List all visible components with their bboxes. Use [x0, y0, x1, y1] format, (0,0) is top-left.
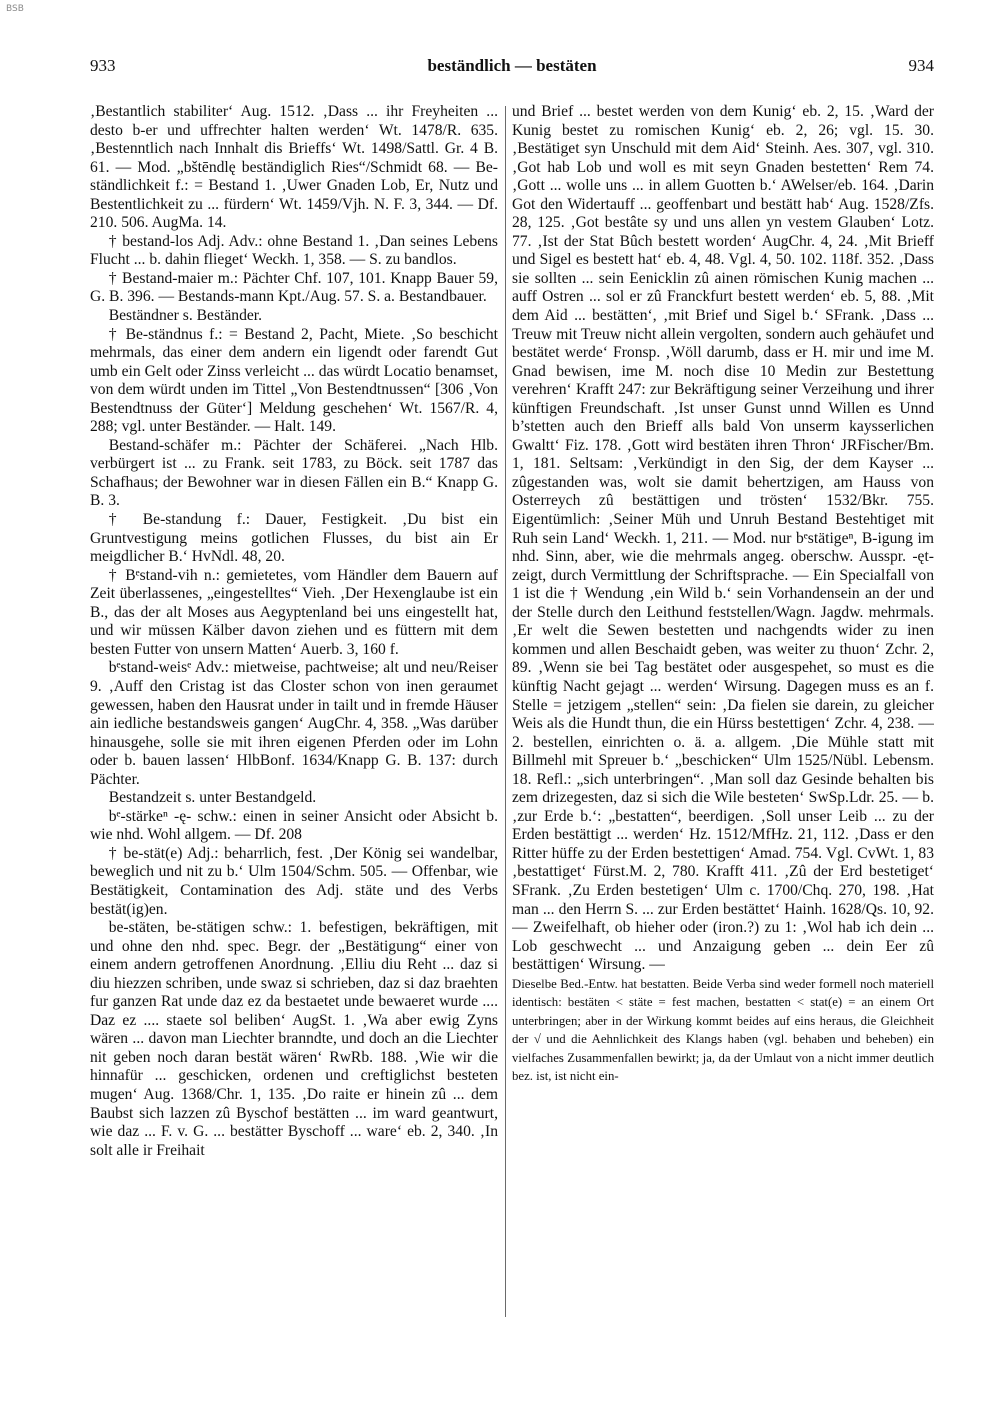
- page-header: [90, 56, 934, 86]
- entry-be-staeten-continued: und Brief ... bestet werden von dem Kunig‘ eb. 2, 15. ‚Ward der Kunig bestet zu romischen Kunig‘ eb. 2, 26; vgl. 15. 30. ‚Bestätiget syn Unschuld mit dem Aid‘ Steinh. Aes. 307, vgl. 310. ‚Got hab Lob und woll es mit seyn Gnaden bestetten‘ Rem 74. ‚Gott ... wolle uns ... in allem Guotten b.‘ AWelser/eb. 164. ‚Darin Got den Widertauff ... geoffenbart und bestätt hab‘ Aug. 1528/Zfs. 28, 125. ‚Got bestâte sy und uns allen yn vestem Glauben‘ Lotz. 77. ‚Ist der Stat Bûch bestett worden‘ AugChr. 4, 24. ‚Mit Brieff und Sigel es bestett hat‘ eb. 4, 48. Vgl. 4, 50. 102. 118f. 352. ‚Dass sie sollten ... sein Eenicklin zû ainen römischen Kunig machen ... auff Ostren ... sol er zû Franckfurt bestett werden‘ eb. 5, 88. ‚Mit dem Aid ... bestätten‘, ‚mit Brief und Sigel b.‘ SFrank. ‚Dass ... Treuw mit Treuw nicht allein vergolten, sondern auch gehäufet und bestätet werde‘ Fronsp. ‚Wöll darumb, dass er H. mir und ime M. Gnad bewisen, ime M. noch dise 10 Medin zur Bestettung verehren‘ Krafft 247: zur Bekräftigung seiner Verzeihung und ihrer künftigen Freundschaft. ‚Ist unser Gunst unnd Willen es Unnd b’stetten auch den Brieff alls bald Von unserm kaysserlichen Gwaltt‘ Fiz. 178. ‚Gott wird bestäten ihren Thron‘ JRFischer/Bm. 1, 181. Seltsam: ‚Verkündigt in den Sig, der dem Kayser ... zûgestanden was, wolt sie damit behertzigen, am Hauss von Osterreych zû bestättigen und trösten‘ 1532/Bkr. 755. Eigentümlich: ‚Seiner Müh und Unruh Bestand Bestehtiget mit Ruh sein Land‘ Weckh. 1, 211. — Mod. nur bᵉstätigeⁿ, B-igung im nhd. Sinn, aber, wie die mehrmals angeg. oberschw. Ausspr. -ęt- zeigt, durch Vermittlung der Schriftsprache. — Ein Specialfall von 1 ist die † Wendung ‚ein Wild b.‘ sein Vorhandensein an der und der Stelle durch den Leithund feststellen/Wagn. Jagdw. mehrmals. ‚Er welt die Sewen bestetten und nachgendts wider zu inen kommen und allen Beschaidt geben, was weiter zu thuon‘ Zchr. 2, 89. ‚Wenn sie bei Tag bestätet oder ausgespehet, so must es die künftig Nacht gejagt ... werden‘ Wirsung. Dagegen muss es an f. Stelle = jetzigem „stellen“ sein: ‚Da fielen sie darein, zu gleicher Weis als die Hundt thun, die ein Hürss bestettigen‘ Zchr. 4, 238. — 2. bestellen, einrichten o. ä. a. allgem. ‚Die Mühle statt mit Billmehl mit Spreuer b.‘ „beschicken“ Ulm 1525/Nübl. Lebensm. 18. Refl.: „sich unterbringen“. ‚Man soll daz Gesinde behalten bis zem drizegesten, daz si sich die Wile besteten‘ SwSp.Ldr. 25. — b. ‚zur Erde b.‘: „bestatten“, beerdigen. ‚Soll unser Leib ... zu der Erden bestättigt ... werden‘ Hz. 1512/MfHz. 21, 112. ‚Dass er den Ritter hüffe zu der Erden bestettigen‘ Amad. 754. Vgl. CvWt. 1, 83 ‚bestattiget‘ Fürst.M. 2, 780. Krafft 411. ‚Zû der Erd bestetiget‘ SFrank. ‚Zu Erden bestetigen‘ Ulm c. 1700/Chq. 270, 198. ‚Hat man ... den Herrn S. ... zur Erden bestättet‘ Hainh. 1628/Qs. 10, 92. — Zweifelhaft, ob hieher oder (iron.?) zu 1: ‚Wol hab ich dein ... Lob geschwecht ... und Anzaigung geben ... dein Eer zû bestättigen‘ Wirsung. —: [512, 103, 934, 974]
- text-column-right: [512, 103, 934, 1329]
- page-number-right: 934: [908, 56, 934, 75]
- entry-be-staeten: be-stäten, be-stätigen schw.: 1. befestigen, bekräftigen, mit und ohne den nhd. spec. Begr. der „Bestätigung“ einer von einem andern getroffenen Anordnung. ‚Elliu diu Reht ... daz si diu hiezzen schriben, unde swaz si schrieben, daz si daz braehten fur ganzen Rat unde daz ez da bestaetet unde bewaeret wurde .... Daz ez .... staete sol beliben‘ AugSt. 1. ‚Wa aber ewig Zyns wären ... davon man Liechter branndte, und doch an die Liechter nit geben noch daran bestät wären‘ RwRb. 188. ‚Wie wir die hinnafür ... geschicken, ordenen und creftiglichst besteten mugen‘ Aug. 1368/Chr. 1, 135. ‚Do raite er hinein zû ... dem Baubst sich lazzen zû Byschof bestätten ... im ward geantwurt, wie daz ... F. v. G. ... bestätter Byschoff ... ware‘ eb. 2, 340. ‚In solt alle ir Freihait: [90, 919, 498, 1159]
- entry-be-standung: † Be-standung f.: Dauer, Festigkeit. ‚Du bist ein Gruntvestigung meins gotlichen Flusses, du bist ain Er meigdlicher B.‘ HvNdl. 48, 20.: [90, 511, 498, 566]
- entry-bestandzeit: Bestandzeit s. unter Bestandgeld.: [108, 789, 317, 807]
- running-title: beständlich — bestäten: [427, 56, 597, 75]
- entry-be-staendnus: † Be-ständnus f.: = Bestand 2, Pacht, Miete. ‚So beschicht mehrmals, das einer dem andern ein ligendt oder farendt Gut umb ein Gelt oder Zinss verleicht ... das würdt Locatio benamset, von dem würdt unden im Tittel „Von Bestendtnussen“ [306 ‚Von Bestendtnuss der Güter‘] Meldung geschehen‘ Wt. 1567/R. 4, 288; vgl. unter Beständer. — Halt. 149.: [90, 325, 498, 436]
- entry-bestaendlich: ‚Bestantlich stabiliter‘ Aug. 1512. ‚Dass ... ihr Freyheiten ... desto b-er und uffrechter halten werden‘ Wt. 1478/R. 635. ‚Bestenntlich nach Innhalt dis Brieffs‘ Wt. 1498/Sattl. Gr. 4 B. 61. — Mod. „bštēndlę beständiglich Ries“/Schmidt 68. — Be-ständlichkeit f.: = Bestand 1. ‚Uwer Gnaden Lob, Er, Nutz und Bestentlichkeit zu ... fürdern‘ Wt. 1459/Vjh. N. F. 3, 344. — Df. 210. 506. AugMa. 14.: [90, 103, 498, 232]
- entry-bestand-schaefer: Bestand-schäfer m.: Pächter der Schäferei. „Nach Hlb. verbürgert ist ... zu Frank. seit 1783, zu Böck. seit 1787 das Schafhaus; der Bewohner war in diesen Fällen ein B.“ Knapp G. B. 3.: [90, 436, 498, 510]
- entry-bestand-weise: bᵉstand-weisᵉ Adv.: mietweise, pachtweise; alt und neu/Reiser 9. ‚Auff den Cristag ist das Closter schon von inen geraumet gewessen, haben den Hausrat under in tailt und in fremde Häuser ain iedliche bestandsweis gangen‘ AugChr. 4, 358. „Was darüber hinausgehe, solle sie mit ihren eigenen Pferden oder im Lohn oder b. bauen lassen‘ HlbBonf. 1634/Knapp G. B. 137: durch Pächter.: [90, 659, 498, 788]
- watermark-label: BSB: [6, 4, 24, 14]
- page-number-left: 933: [90, 56, 116, 75]
- entry-bestand-vih: † Bᵉstand-vih n.: gemietetes, vom Händler dem Bauern auf Zeit überlassenes, „eingestelltes“ Vieh. ‚Der Hexenglaube ist ein B., das der alt Moses aus Aegyptenland bei uns eingestellt hat, und wir müssen Kälber davon ziehen und es füttern mit dem besten Futter von unsern Matten‘ Auerb. 3, 160 f.: [90, 566, 498, 658]
- entry-bestaendner: Beständner s. Beständer.: [108, 307, 263, 325]
- entry-bestand-los: † bestand-los Adj. Adv.: ohne Bestand 1. ‚Dan seines Lebens Flucht ... b. dahin flieget‘ Weckh. 1, 358. — S. zu bandlos.: [90, 232, 498, 269]
- column-divider: [505, 106, 506, 1317]
- text-column-left: [90, 103, 498, 1329]
- entry-bestand-maier: † Bestand-maier m.: Pächter Chf. 107, 101. Knapp Bauer 59, G. B. 396. — Bestands-mann Kpt./Aug. 57. S. a. Bestandbauer.: [90, 269, 498, 306]
- entry-be-staet: † be-stät(e) Adj.: beharrlich, fest. ‚Der König sei wandelbar, beweglich und nit zu b.‘ Ulm 1504/Schm. 505. — Offenbar, wie Bestätigkeit, Contamination des Adj. stäte und des Verbs bestät(ig)en.: [90, 844, 498, 918]
- etymology-note: Dieselbe Bed.-Entw. hat bestatten. Beide Verba sind weder formell noch materiell identisch: bestäten < stäte = fest machen, bestatten < stat(e) = an einem Ort unterbringen; aber in der Wirkung kommt beides auf eins heraus, die Gleichheit der √ und die Aehnlichkeit des Klangs haben (vgl. behaben und beheben) ein vielfaches Zusammenfallen bewirkt; ja, da der Umlaut von a nicht immer deutlich bez. ist, ist nicht ein-: [512, 976, 934, 1084]
- entry-be-staerken: bᵉ-stärkeⁿ -ę- schw.: einen in seiner Ansicht oder Absicht b. wie nhd. Wohl allgem. — Df. 208: [90, 807, 498, 844]
